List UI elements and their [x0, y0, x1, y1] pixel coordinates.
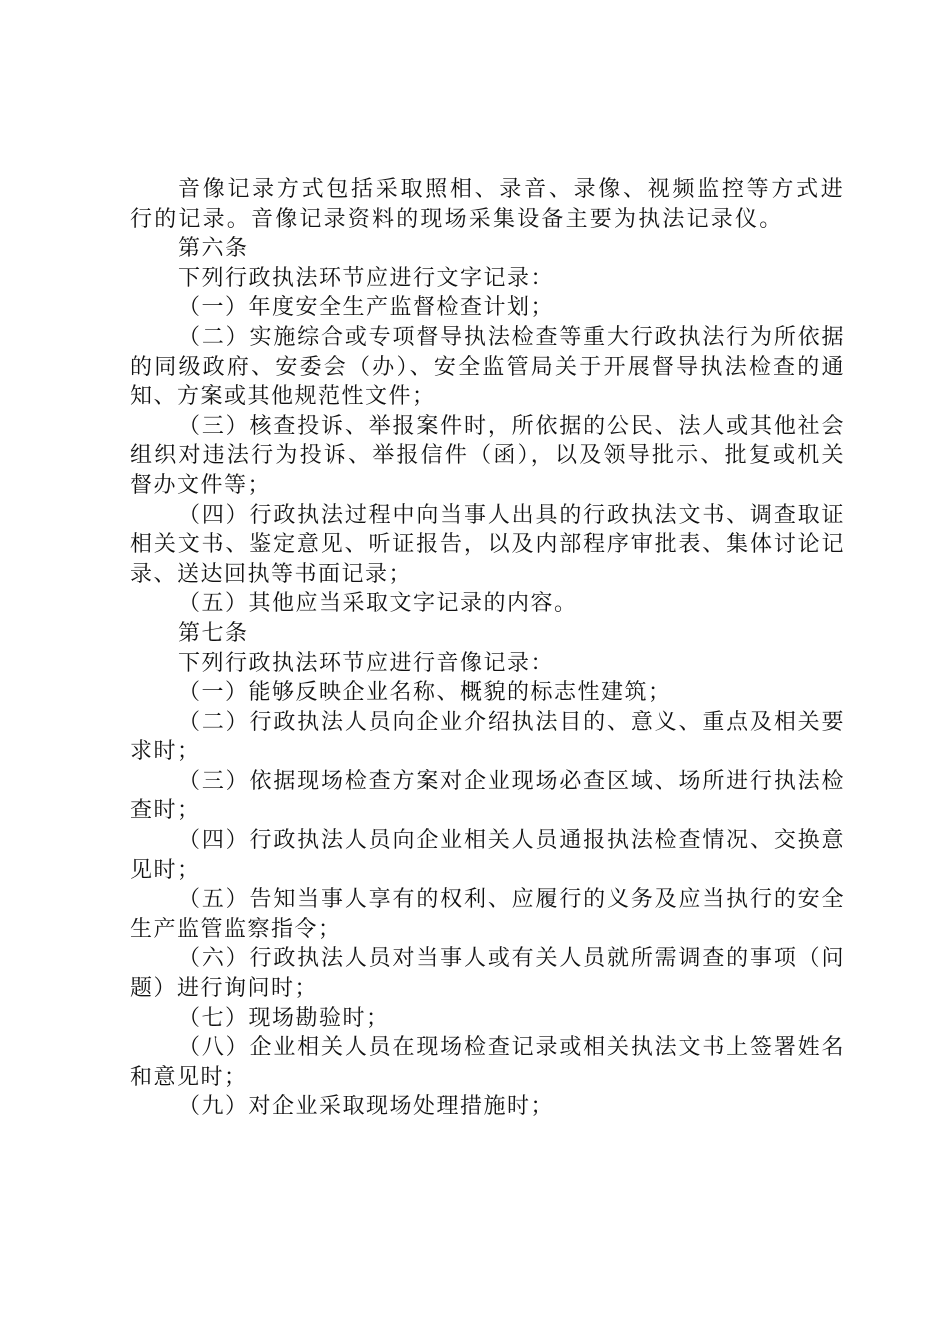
article-6-item-3: （三）核查投诉、举报案件时，所依据的公民、法人或其他社会组织对违法行为投诉、举报信件（函），以及领导批示、批复或机关督办文件等；	[130, 413, 845, 498]
article-6-item-5: （五）其他应当采取文字记录的内容。	[178, 591, 578, 617]
article-7-intro: 下列行政执法环节应进行音像记录：	[178, 650, 555, 676]
article-7-item-4: （四）行政执法人员向企业相关人员通报执法检查情况、交换意见时；	[130, 828, 845, 883]
article-7-item-9: （九）对企业采取现场处理措施时；	[178, 1094, 555, 1120]
article-6-item-1: （一）年度安全生产监督检查计划；	[178, 295, 555, 321]
document-body	[130, 175, 845, 1122]
article-7-item-5: （五）告知当事人享有的权利、应履行的义务及应当执行的安全生产监管监察指令；	[130, 887, 845, 942]
article-7-item-8: （八）企业相关人员在现场检查记录或相关执法文书上签署姓名和意见时；	[130, 1035, 845, 1090]
article-7-heading: 第七条	[178, 620, 249, 646]
article-7-item-2: （二）行政执法人员向企业介绍执法目的、意义、重点及相关要求时；	[130, 709, 845, 765]
paragraph-audio-video-methods: 音像记录方式包括采取照相、录音、录像、视频监控等方式进行的记录。音像记录资料的现场采集设备主要为执法记录仪。	[130, 177, 845, 232]
article-6-heading: 第六条	[178, 236, 249, 262]
article-7-item-1: （一）能够反映企业名称、概貌的标志性建筑；	[178, 680, 672, 706]
article-6-item-2: （二）实施综合或专项督导执法检查等重大行政执法行为所依据的同级政府、安委会（办）、安全监管局关于开展督导执法检查的通知、方案或其他规范性文件；	[130, 324, 845, 410]
article-7-item-6: （六）行政执法人员对当事人或有关人员就所需调查的事项（问题）进行询问时；	[130, 946, 845, 1002]
article-6-intro: 下列行政执法环节应进行文字记录：	[178, 265, 555, 291]
article-7-item-7: （七）现场勘验时；	[178, 1005, 390, 1031]
article-6-item-4: （四）行政执法过程中向当事人出具的行政执法文书、调查取证相关文书、鉴定意见、听证报告，以及内部程序审批表、集体讨论记录、送达回执等书面记录；	[130, 502, 845, 587]
article-7-item-3: （三）依据现场检查方案对企业现场必查区域、场所进行执法检查时；	[130, 768, 845, 824]
